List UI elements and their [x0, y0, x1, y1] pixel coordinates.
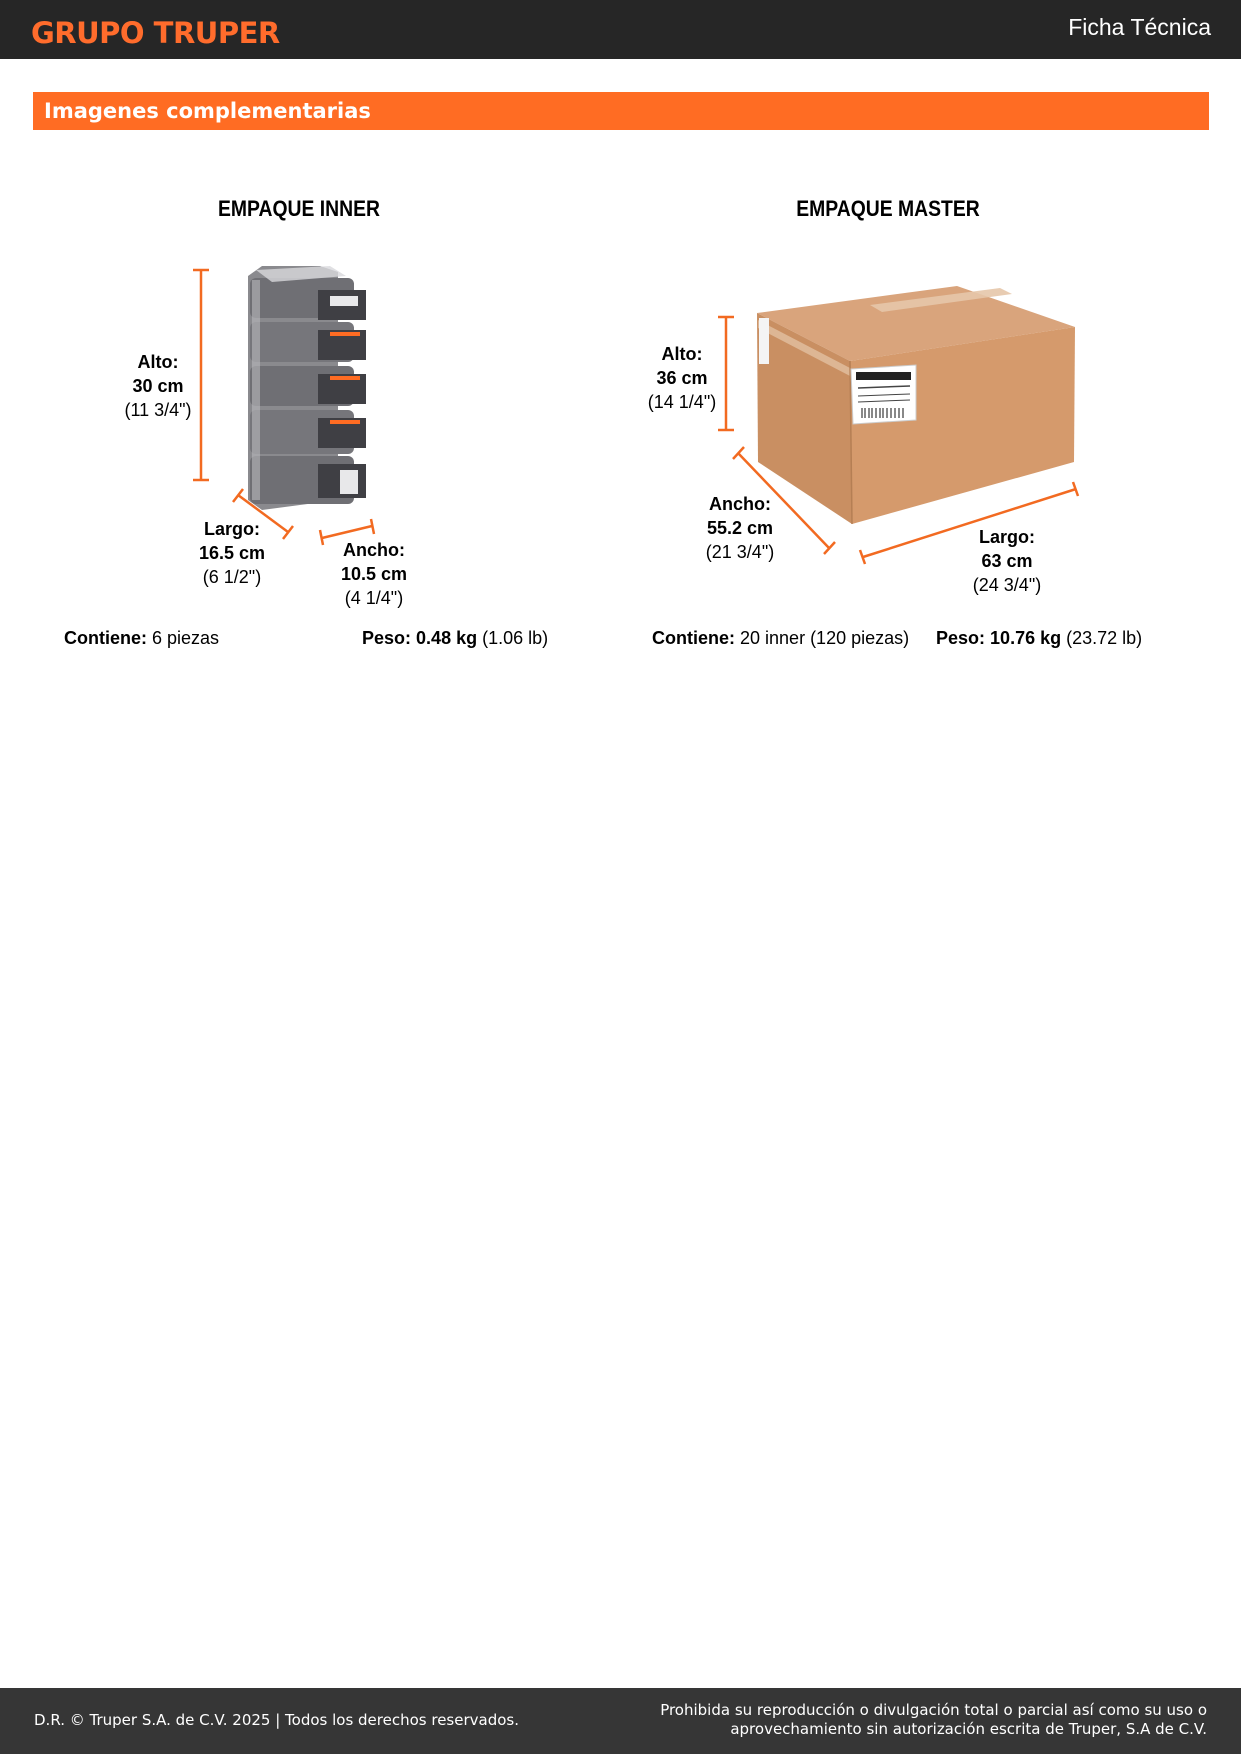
inner-ancho-value: 10.5 cm: [340, 564, 408, 584]
page-footer: [0, 1688, 1241, 1754]
inner-weight: [362, 628, 548, 649]
inner-contains-label: Contiene:: [64, 628, 147, 648]
master-package-title: EMPAQUE MASTER: [796, 196, 980, 221]
master-alto-label: Alto:: [661, 344, 703, 364]
master-alto-imperial: (14 1/4"): [647, 392, 717, 412]
master-largo-label: Largo:: [979, 527, 1035, 547]
legal-notice-line-1: Prohibida su reproducción o divulgación total o parcial así como su uso o: [660, 1701, 1207, 1719]
inner-largo-value: 16.5 cm: [198, 543, 266, 563]
master-contains-label: Contiene:: [652, 628, 735, 648]
master-alto-dimension: [632, 342, 732, 414]
master-ancho-label: Ancho:: [709, 494, 771, 514]
inner-weight-imperial: (1.06 lb): [482, 628, 549, 648]
inner-weight-label: Peso:: [362, 628, 412, 648]
inner-ancho-imperial: (4 1/4"): [344, 588, 404, 608]
master-largo-dimension: [957, 525, 1057, 597]
inner-ancho-label: Ancho:: [343, 540, 405, 560]
master-largo-imperial: (24 3/4"): [972, 575, 1042, 595]
master-box-image: [757, 286, 1075, 524]
master-contains-value: 20 inner (120 piezas): [740, 628, 910, 648]
master-ancho-dimension: [690, 492, 790, 564]
master-weight-imperial: (23.72 lb): [1066, 628, 1143, 648]
master-largo-value: 63 cm: [981, 551, 1033, 571]
inner-largo-imperial: (6 1/2"): [202, 567, 262, 587]
inner-alto-value: 30 cm: [132, 376, 184, 396]
section-title: Imagenes complementarias: [44, 99, 371, 123]
master-weight-label: Peso:: [936, 628, 986, 648]
inner-ancho-dimension: [324, 538, 424, 610]
inner-pack-image: [248, 266, 366, 510]
inner-largo-dimension: [182, 517, 282, 589]
master-contains: [652, 628, 909, 649]
legal-notice: [647, 1701, 1207, 1739]
legal-notice-line-2: aprovechamiento sin autorización escrita de Truper, S.A de C.V.: [730, 1720, 1207, 1738]
document-type-title: Ficha Técnica: [1068, 14, 1211, 40]
inner-contains-value: 6 piezas: [152, 628, 220, 648]
copyright-text: D.R. © Truper S.A. de C.V. 2025 | Todos los derechos reservados.: [34, 1711, 519, 1729]
inner-largo-label: Largo:: [204, 519, 260, 539]
master-weight-value: 10.76 kg: [990, 628, 1062, 648]
master-alto-value: 36 cm: [656, 368, 708, 388]
master-ancho-value: 55.2 cm: [706, 518, 774, 538]
master-ancho-imperial: (21 3/4"): [705, 542, 775, 562]
inner-alto-label: Alto:: [137, 352, 179, 372]
inner-contains: [64, 628, 219, 649]
inner-package-title: EMPAQUE INNER: [217, 196, 381, 221]
inner-alto-imperial: (11 3/4"): [124, 400, 192, 420]
brand-logo: GRUPO TRUPER: [31, 16, 280, 50]
inner-alto-dimension: [108, 350, 208, 422]
inner-weight-value: 0.48 kg: [416, 628, 478, 648]
master-weight: [936, 628, 1142, 649]
